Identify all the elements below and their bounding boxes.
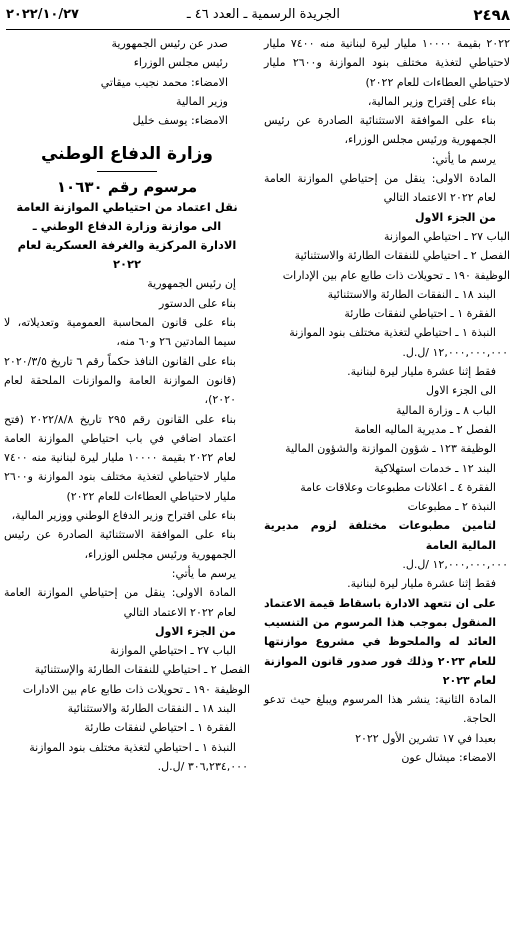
signature-line: صدر عن رئيس الجمهورية: [111, 37, 228, 50]
paragraph: الباب ٢٧ ـ احتياطي الموازنة: [109, 644, 236, 658]
paragraph: الامضاء: ميشال عون: [401, 750, 496, 764]
paragraph: يرسم ما يأتي:: [171, 566, 236, 580]
paragraph: من الجزء الاول: [154, 624, 236, 638]
paragraph: على ان تتعهد الادارة باسقاط قيمة الاعتماد المنقول بموجب هذا المرسوم من التنسيب العائد له والملحوظ في مشروع موازنتها للعام ٢٠٢٣ وذلك فور صدور قانون الموازنة لعام ٢٠٢٣: [264, 596, 496, 687]
paragraph: الوظيفة ١٢٣ ـ شؤون الموازنة والشؤون المالية: [285, 442, 496, 456]
paragraph: الفقرة ٤ ـ اعلانات مطبوعات وعلاقات عامة: [300, 480, 496, 494]
signature-line: الامضاء: يوسف خليل: [132, 114, 228, 128]
paragraph: المادة الاولى: ينقل من إحتياطي الموازنة العامة لعام ٢٠٢٢ الاعتماد التالي: [4, 586, 236, 619]
paragraph: الباب ٨ ـ وزارة المالية: [395, 403, 496, 417]
paragraph: البند ١٨ ـ النفقات الطارئة والاستثنائية: [327, 287, 496, 301]
paragraph: ٣٠٦,٢٣٤,٠٠٠ /ل.ل.: [157, 759, 248, 773]
page-header: [6, 6, 510, 28]
paragraph: بناء على الدستور: [159, 296, 236, 310]
signature-line: وزير المالية: [176, 94, 228, 108]
signature-line: الامضاء: محمد نجيب ميقاتي: [100, 75, 228, 89]
paragraph: النبذة ٢ ـ مطبوعات: [407, 500, 496, 514]
decree-subject-3: الادارة المركزية والغرفة العسكرية لعام ٢٠٢٢: [17, 238, 237, 272]
paragraph: فقط إثنا عشرة مليار ليرة لبنانية.: [347, 365, 496, 379]
issue-date: ٢٠٢٢/١٠/٢٧: [6, 7, 79, 22]
paragraph: البند ١٢ ـ خدمات استهلاكية: [374, 461, 496, 475]
paragraph: إن رئيس الجمهورية: [147, 277, 236, 291]
right-column: [264, 34, 510, 767]
paragraph: بناء على اقتراح وزير الدفاع الوطني ووزير المالية،: [11, 509, 236, 523]
paragraph: ١٢,٠٠٠,٠٠٠,٠٠٠ /ل.ل.: [402, 345, 508, 359]
paragraph: ٢٠٢٢ بقيمة ١٠٠٠٠ مليار ليرة لبنانية منه ٧٤٠٠ مليار لاحتياطي لتغذية مختلف بنود الموازنة و٢٦٠٠ مليار لاحتياطي العطاءات للعام ٢٠٢٢): [264, 37, 510, 89]
paragraph: المادة الاولى: ينقل من إحتياطي الموازنة العامة لعام ٢٠٢٢ الاعتماد التالي: [264, 172, 496, 205]
paragraph: فقط إثنا عشرة مليار ليرة لبنانية.: [347, 577, 496, 591]
paragraph: الفقرة ١ ـ احتياطي لنفقات طارئة: [84, 721, 236, 735]
header-rule: [6, 29, 510, 30]
title-rule: [97, 171, 157, 172]
paragraph: بناء على الموافقة الاستثنائية الصادرة عن رئيس الجمهورية ورئيس مجلس الوزراء،: [4, 528, 236, 561]
decree-body: [4, 274, 250, 776]
decree-subject-1: نقل اعتماد من احتياطي الموازنة العامة: [16, 200, 238, 215]
signatures-block: [4, 34, 250, 130]
paragraph: بناء على قانون المحاسبة العمومية وتعديلاته، لا سيما المادتين ٢٦ و٦٠ منه،: [4, 316, 236, 349]
paragraph: بعبدا في ١٧ تشرين الأول ٢٠٢٢: [355, 731, 496, 745]
paragraph: الفصل ٢ ـ احتياطي للنفقات الطارئة والاستثنائية: [294, 249, 510, 263]
paragraph: الوظيفة ١٩٠ ـ تحويلات ذات طابع عام بين الإدارات: [282, 268, 510, 282]
paragraph: من الجزء الاول: [414, 210, 496, 224]
paragraph: الفقرة ١ ـ احتياطي لنفقات طارئة: [344, 307, 496, 321]
left-column: [4, 34, 250, 776]
paragraph: بناء على الموافقة الاستثنائية الصادرة عن رئيس الجمهورية ورئيس مجلس الوزراء،: [264, 114, 496, 147]
paragraph: لتامين مطبوعات مختلفة لزوم مديرية المالية العامة: [264, 519, 496, 552]
publication-issue: الجريدة الرسمية ـ العدد ٤٦ ـ: [186, 7, 340, 22]
paragraph: ١٢,٠٠٠,٠٠٠,٠٠٠ /ل.ل.: [402, 558, 508, 572]
paragraph: المادة الثانية: ينشر هذا المرسوم ويبلغ حيث تدعو الحاجة.: [264, 693, 496, 726]
paragraph: بناء على القانون رقم ٢٩٥ تاريخ ٢٠٢٢/٨/٨ (فتح اعتماد اضافي في باب احتياطي الموازنة العامة لعام ٢٠٢٢ بقيمة ١٠٠٠٠ مليار ليرة لبنانية منه ٧٤٠٠ مليار لاحتياطي لتغذية مختلف بنود الموازنة و٢٦٠٠ مليار لاحتياطي العطاءات للعام ٢٠٢٢): [4, 412, 237, 503]
paragraph: النبذة ١ ـ احتياطي لتغذية مختلف بنود الموازنة: [29, 740, 236, 754]
paragraph: الفصل ٢ ـ احتياطي للنفقات الطارئة والإستثنائية: [34, 663, 250, 677]
paragraph: الفصل ٢ ـ مديرية الماليه العامة: [354, 422, 496, 436]
paragraph: الى الجزء الاول: [426, 384, 496, 398]
paragraph: النبذة ١ ـ احتياطي لتغذية مختلف بنود الموازنة: [289, 326, 496, 340]
paragraph: الباب ٢٧ ـ احتياطي الموازنة: [383, 229, 510, 243]
paragraph: بناء على القانون النافذ حكماً رقم ٦ تاريخ ٢٠٢٠/٣/٥ (قانون الموازنة العامة والموازنات الملحقة لعام ٢٠٢٠)،: [4, 354, 236, 407]
decree-number: مرسوم رقم ١٠٦٣٠: [56, 178, 198, 197]
paragraph: بناء على إقتراح وزير المالية،: [367, 94, 496, 108]
decree-subject-2: الى موازنة وزارة الدفاع الوطني ـ: [32, 219, 222, 234]
paragraph: البند ١٨ ـ النفقات الطارئة والاستثنائية: [67, 702, 236, 716]
signature-line: رئيس مجلس الوزراء: [133, 56, 228, 70]
paragraph: يرسم ما يأتي:: [431, 152, 496, 166]
paragraph: الوظيفة ١٩٠ ـ تحويلات ذات طابع عام بين الادارات: [22, 682, 250, 696]
ministry-title: وزارة الدفاع الوطني: [40, 144, 214, 165]
page-number: ٢٤٩٨: [473, 6, 510, 24]
